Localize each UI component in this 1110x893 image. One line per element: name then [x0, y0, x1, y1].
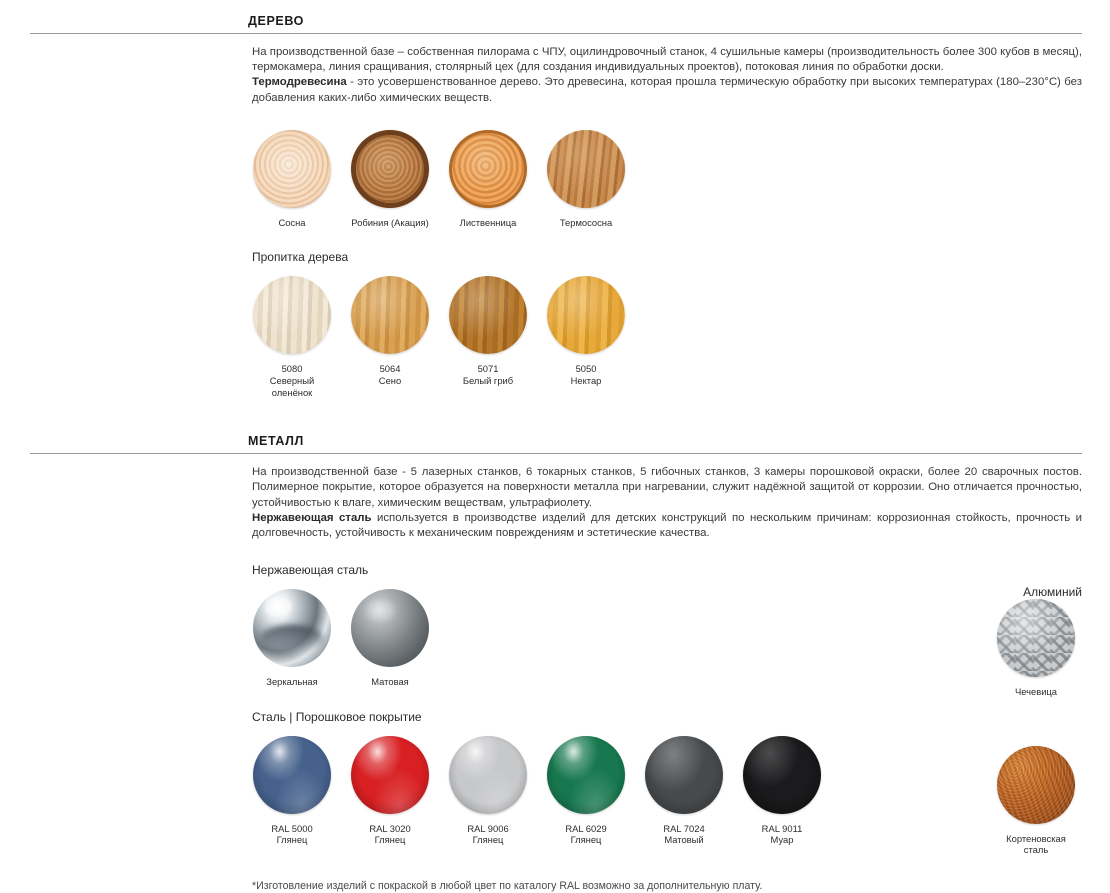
section-title-wood: ДЕРЕВО: [248, 14, 304, 28]
swatch-label-line2: сталь: [1023, 844, 1049, 856]
swatch-label: Сосна: [278, 216, 306, 228]
swatch-wood-robinia[interactable]: [350, 130, 430, 229]
swatch-stain-5080[interactable]: [252, 276, 332, 398]
swatch-label: Чечевица: [1014, 686, 1058, 698]
swatch-code: RAL 9006: [467, 822, 509, 834]
swatch-label: Лиственница: [459, 216, 517, 228]
swatch-code: 5050: [575, 363, 597, 375]
swatch-finish: Глянец: [276, 834, 308, 846]
divider-line: [248, 33, 1082, 34]
wood-end-grain-larch-icon: [449, 130, 527, 208]
wood-end-grain-robinia-icon: [351, 130, 429, 208]
sphere-ral-7024-icon: [645, 736, 723, 814]
metal-paragraph-2: [252, 511, 1082, 541]
sphere-ral-9006-icon: [449, 736, 527, 814]
sphere-mirror-steel-icon: [253, 589, 331, 667]
wood-paragraph-1: На производственной базе – собственная пилорама с ЧПУ, оцилиндровочный станок, 4 сушильные камеры (производительность более 300 кубов в месяц), термокамера, линия сращивания, столярный цех (для создания индивидуальных проектов), потоковая линия по обработки доски.: [252, 46, 1082, 74]
divider-line-left: [30, 453, 248, 454]
swatch-label: Зеркальная: [266, 676, 318, 688]
metal-paragraph-2-bold: Нержавеющая сталь: [252, 511, 372, 524]
swatch-stainless-matte[interactable]: [350, 589, 430, 688]
powder-coat-row: [252, 736, 1110, 846]
swatch-ral-6029[interactable]: [546, 736, 626, 846]
swatch-stainless-mirror[interactable]: [252, 589, 332, 688]
metal-paragraph-2-rest: используется в производстве изделий для детских конструкций по нескольким причинам: коррозионная стойкость, прочность и долговечность, устойчивость к механическим повреждениям и эстетические качества.: [252, 511, 1082, 539]
swatch-finish: Глянец: [472, 834, 504, 846]
swatch-ral-3020[interactable]: [350, 736, 430, 846]
section-header-metal: [248, 434, 1082, 454]
metal-paragraph-1: На производственной базе - 5 лазерных станков, 6 токарных станков, 5 гибочных станков, 3 камеры порошковой окраски, более 20 сварочных постов. Полимерное покрытие, которое образуется на поверхности металла при нагревании, служит надёжной защитой от коррозии. Оно отличается прочностью, устойчивостью к влаге, химическим веществам, ультрафиолету.: [252, 466, 1082, 509]
swatch-code: RAL 5000: [271, 822, 313, 834]
divider-line-left: [30, 33, 248, 34]
swatch-label: Нектар: [570, 375, 602, 386]
swatch-label: Робиния (Акация): [351, 216, 429, 228]
catalog-materials-page: [0, 14, 1110, 893]
sphere-matte-steel-icon: [351, 589, 429, 667]
wood-description: [252, 45, 1082, 106]
swatch-code: 5080: [281, 363, 303, 375]
swatch-label: Термососна: [559, 216, 613, 228]
swatch-finish: Матовый: [664, 834, 704, 846]
wood-plank-thermopine-icon: [547, 130, 625, 208]
stainless-row: [252, 589, 1110, 688]
stain-swatch-5071-icon: [449, 276, 527, 354]
swatch-stain-5050[interactable]: [546, 276, 626, 386]
swatch-code: RAL 6029: [565, 822, 607, 834]
wood-species-row: [252, 130, 1110, 229]
swatch-label: Матовая: [371, 676, 409, 688]
footnote-ral-custom-color: *Изготовление изделий с покраской в любой цвет по каталогу RAL возможно за дополнительную плату.: [252, 879, 763, 892]
subsection-title-impregnation: Пропитка дерева: [252, 250, 349, 265]
swatch-stain-5064[interactable]: [350, 276, 430, 386]
wood-paragraph-2-bold: Термодревесина: [252, 76, 347, 89]
subsection-title-powder: Сталь | Порошковое покрытие: [252, 709, 422, 724]
swatch-ral-5000[interactable]: [252, 736, 332, 846]
aluminium-checker-plate-icon: [997, 599, 1075, 677]
swatch-ral-9011[interactable]: [742, 736, 822, 846]
swatch-ral-9006[interactable]: [448, 736, 528, 846]
wood-paragraph-2-rest: - это усовершенствованное дерево. Это древесина, которая прошла термическую обработку при высоких температурах (180–230°C) без добавления каких-либо химических веществ.: [252, 76, 1082, 104]
impregnation-row: [252, 276, 1110, 398]
wood-paragraph-2: [252, 75, 1082, 105]
divider-line: [248, 453, 1082, 454]
swatch-label: Сено: [378, 375, 402, 386]
subsection-title-stainless: Нержавеющая сталь: [252, 563, 369, 578]
swatch-ral-7024[interactable]: [644, 736, 724, 846]
stain-swatch-5064-icon: [351, 276, 429, 354]
swatch-finish: Глянец: [374, 834, 406, 846]
swatch-label: Белый гриб: [462, 375, 514, 386]
stain-swatch-5080-icon: [253, 276, 331, 354]
swatch-wood-thermopine[interactable]: [546, 130, 626, 229]
wood-end-grain-pine-icon: [253, 130, 331, 208]
swatch-finish: Глянец: [570, 834, 602, 846]
swatch-corten-steel[interactable]: [988, 746, 1084, 856]
sphere-ral-5000-icon: [253, 736, 331, 814]
swatch-label: Кортеновская: [1006, 832, 1066, 844]
section-header-wood: [248, 14, 1082, 34]
swatch-code: RAL 9011: [761, 822, 803, 834]
swatch-label: Северный оленёнок: [269, 375, 315, 398]
sphere-corten-steel-icon: [997, 746, 1075, 824]
subsection-title-aluminium: Алюминий: [1023, 585, 1082, 600]
sphere-ral-9011-icon: [743, 736, 821, 814]
swatch-finish: Муар: [770, 834, 794, 846]
swatch-wood-larch[interactable]: [448, 130, 528, 229]
swatch-code: 5064: [379, 363, 401, 375]
sphere-ral-6029-icon: [547, 736, 625, 814]
stain-swatch-5050-icon: [547, 276, 625, 354]
swatch-wood-sosna[interactable]: [252, 130, 332, 229]
section-title-metal: МЕТАЛЛ: [248, 434, 304, 449]
swatch-stain-5071[interactable]: [448, 276, 528, 386]
swatch-aluminium-checker[interactable]: [988, 599, 1084, 698]
sphere-ral-3020-icon: [351, 736, 429, 814]
swatch-code: 5071: [477, 363, 499, 375]
swatch-code: RAL 3020: [369, 822, 411, 834]
metal-description: [252, 465, 1082, 541]
swatch-code: RAL 7024: [663, 822, 705, 834]
